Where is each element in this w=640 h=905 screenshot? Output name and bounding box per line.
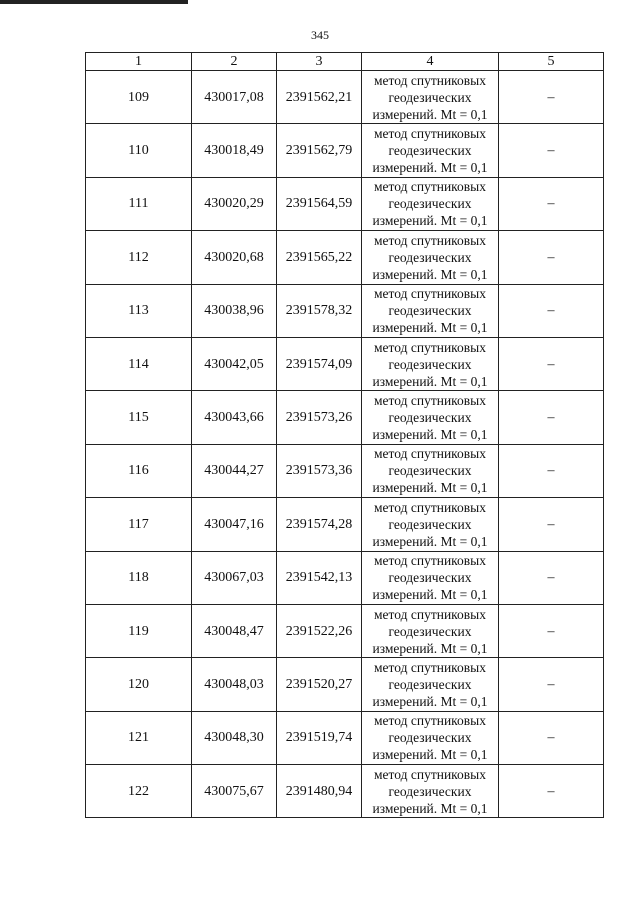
method-cell: [362, 231, 499, 284]
table-row: [86, 551, 604, 604]
point-number-cell: 110: [86, 124, 192, 177]
note-cell: –: [499, 124, 604, 177]
x-coordinate-cell: 430044,27: [192, 444, 277, 497]
method-line: измерений. Mt = 0,1: [372, 373, 488, 389]
note-cell: –: [499, 604, 604, 657]
x-coordinate-cell: 430017,08: [192, 71, 277, 124]
table-row: [86, 765, 604, 818]
note-cell: –: [499, 231, 604, 284]
y-coordinate-cell: 2391574,28: [277, 498, 362, 551]
table-row: [86, 658, 604, 711]
method-line: геодезических: [388, 570, 472, 586]
method-line: геодезических: [388, 89, 472, 105]
table-row: [86, 71, 604, 124]
y-coordinate-cell: 2391522,26: [277, 604, 362, 657]
x-coordinate-cell: 430042,05: [192, 337, 277, 390]
method-line: измерений. Mt = 0,1: [372, 320, 488, 336]
table-row: [86, 177, 604, 230]
point-number-cell: 114: [86, 337, 192, 390]
table-row: [86, 498, 604, 551]
note-cell: –: [499, 337, 604, 390]
column-header: 4: [362, 53, 499, 71]
method-line: измерений. Mt = 0,1: [372, 533, 488, 549]
method-line: измерений. Mt = 0,1: [372, 266, 488, 282]
table-row: [86, 124, 604, 177]
note-cell: –: [499, 551, 604, 604]
y-coordinate-cell: 2391519,74: [277, 711, 362, 764]
method-line: измерений. Mt = 0,1: [372, 587, 488, 603]
note-cell: –: [499, 71, 604, 124]
method-line: измерений. Mt = 0,1: [372, 427, 488, 443]
note-cell: –: [499, 284, 604, 337]
method-cell: [362, 284, 499, 337]
y-coordinate-cell: 2391542,13: [277, 551, 362, 604]
scan-edge-mark: [0, 0, 188, 4]
method-line: измерений. Mt = 0,1: [372, 800, 488, 816]
coordinates-table: [85, 52, 604, 818]
point-number-cell: 118: [86, 551, 192, 604]
column-header: 3: [277, 53, 362, 71]
method-line: метод спутниковых: [374, 446, 486, 462]
y-coordinate-cell: 2391562,79: [277, 124, 362, 177]
point-number-cell: 117: [86, 498, 192, 551]
method-line: метод спутниковых: [374, 339, 486, 355]
y-coordinate-cell: 2391565,22: [277, 231, 362, 284]
method-cell: [362, 604, 499, 657]
method-line: геодезических: [388, 730, 472, 746]
method-cell: [362, 337, 499, 390]
x-coordinate-cell: 430048,30: [192, 711, 277, 764]
method-cell: [362, 124, 499, 177]
method-line: метод спутниковых: [374, 393, 486, 409]
method-line: метод спутниковых: [374, 232, 486, 248]
note-cell: –: [499, 711, 604, 764]
note-cell: –: [499, 177, 604, 230]
table-row: [86, 337, 604, 390]
x-coordinate-cell: 430043,66: [192, 391, 277, 444]
table-row: [86, 604, 604, 657]
y-coordinate-cell: 2391564,59: [277, 177, 362, 230]
point-number-cell: 115: [86, 391, 192, 444]
point-number-cell: 112: [86, 231, 192, 284]
y-coordinate-cell: 2391573,26: [277, 391, 362, 444]
y-coordinate-cell: 2391578,32: [277, 284, 362, 337]
method-line: измерений. Mt = 0,1: [372, 160, 488, 176]
method-cell: [362, 498, 499, 551]
point-number-cell: 113: [86, 284, 192, 337]
method-line: метод спутниковых: [374, 286, 486, 302]
method-line: геодезических: [388, 196, 472, 212]
method-line: геодезических: [388, 783, 472, 799]
column-header: 5: [499, 53, 604, 71]
method-line: метод спутниковых: [374, 499, 486, 515]
method-cell: [362, 444, 499, 497]
method-line: геодезических: [388, 463, 472, 479]
point-number-cell: 111: [86, 177, 192, 230]
method-line: метод спутниковых: [374, 72, 486, 88]
x-coordinate-cell: 430020,29: [192, 177, 277, 230]
y-coordinate-cell: 2391562,21: [277, 71, 362, 124]
method-cell: [362, 658, 499, 711]
method-line: метод спутниковых: [374, 713, 486, 729]
x-coordinate-cell: 430020,68: [192, 231, 277, 284]
method-line: геодезических: [388, 623, 472, 639]
method-cell: [362, 711, 499, 764]
method-cell: [362, 765, 499, 818]
method-line: геодезических: [388, 356, 472, 372]
method-cell: [362, 177, 499, 230]
page-number: 345: [311, 28, 329, 42]
method-line: метод спутниковых: [374, 179, 486, 195]
x-coordinate-cell: 430067,03: [192, 551, 277, 604]
method-cell: [362, 71, 499, 124]
method-cell: [362, 551, 499, 604]
note-cell: –: [499, 391, 604, 444]
method-line: измерений. Mt = 0,1: [372, 747, 488, 763]
column-header: 2: [192, 53, 277, 71]
method-line: метод спутниковых: [374, 659, 486, 675]
point-number-cell: 109: [86, 71, 192, 124]
x-coordinate-cell: 430018,49: [192, 124, 277, 177]
table-row: [86, 711, 604, 764]
point-number-cell: 119: [86, 604, 192, 657]
table-row: [86, 231, 604, 284]
method-line: измерений. Mt = 0,1: [372, 480, 488, 496]
method-line: метод спутниковых: [374, 553, 486, 569]
point-number-cell: 122: [86, 765, 192, 818]
x-coordinate-cell: 430047,16: [192, 498, 277, 551]
point-number-cell: 121: [86, 711, 192, 764]
table-row: [86, 284, 604, 337]
method-line: геодезических: [388, 143, 472, 159]
method-line: измерений. Mt = 0,1: [372, 693, 488, 709]
table-row: [86, 391, 604, 444]
x-coordinate-cell: 430038,96: [192, 284, 277, 337]
point-number-cell: 116: [86, 444, 192, 497]
note-cell: –: [499, 658, 604, 711]
x-coordinate-cell: 430048,03: [192, 658, 277, 711]
y-coordinate-cell: 2391573,36: [277, 444, 362, 497]
point-number-cell: 120: [86, 658, 192, 711]
method-line: метод спутниковых: [374, 606, 486, 622]
method-line: геодезических: [388, 303, 472, 319]
method-line: геодезических: [388, 249, 472, 265]
table-body: [86, 71, 604, 818]
note-cell: –: [499, 765, 604, 818]
y-coordinate-cell: 2391520,27: [277, 658, 362, 711]
method-cell: [362, 391, 499, 444]
x-coordinate-cell: 430075,67: [192, 765, 277, 818]
note-cell: –: [499, 444, 604, 497]
x-coordinate-cell: 430048,47: [192, 604, 277, 657]
table-row: [86, 444, 604, 497]
table-header-row: [86, 53, 604, 71]
method-line: измерений. Mt = 0,1: [372, 213, 488, 229]
method-line: геодезических: [388, 516, 472, 532]
note-cell: –: [499, 498, 604, 551]
method-line: измерений. Mt = 0,1: [372, 640, 488, 656]
method-line: метод спутниковых: [374, 126, 486, 142]
y-coordinate-cell: 2391480,94: [277, 765, 362, 818]
y-coordinate-cell: 2391574,09: [277, 337, 362, 390]
method-line: геодезических: [388, 410, 472, 426]
method-line: метод спутниковых: [374, 766, 486, 782]
column-header: 1: [86, 53, 192, 71]
method-line: геодезических: [388, 676, 472, 692]
method-line: измерений. Mt = 0,1: [372, 106, 488, 122]
